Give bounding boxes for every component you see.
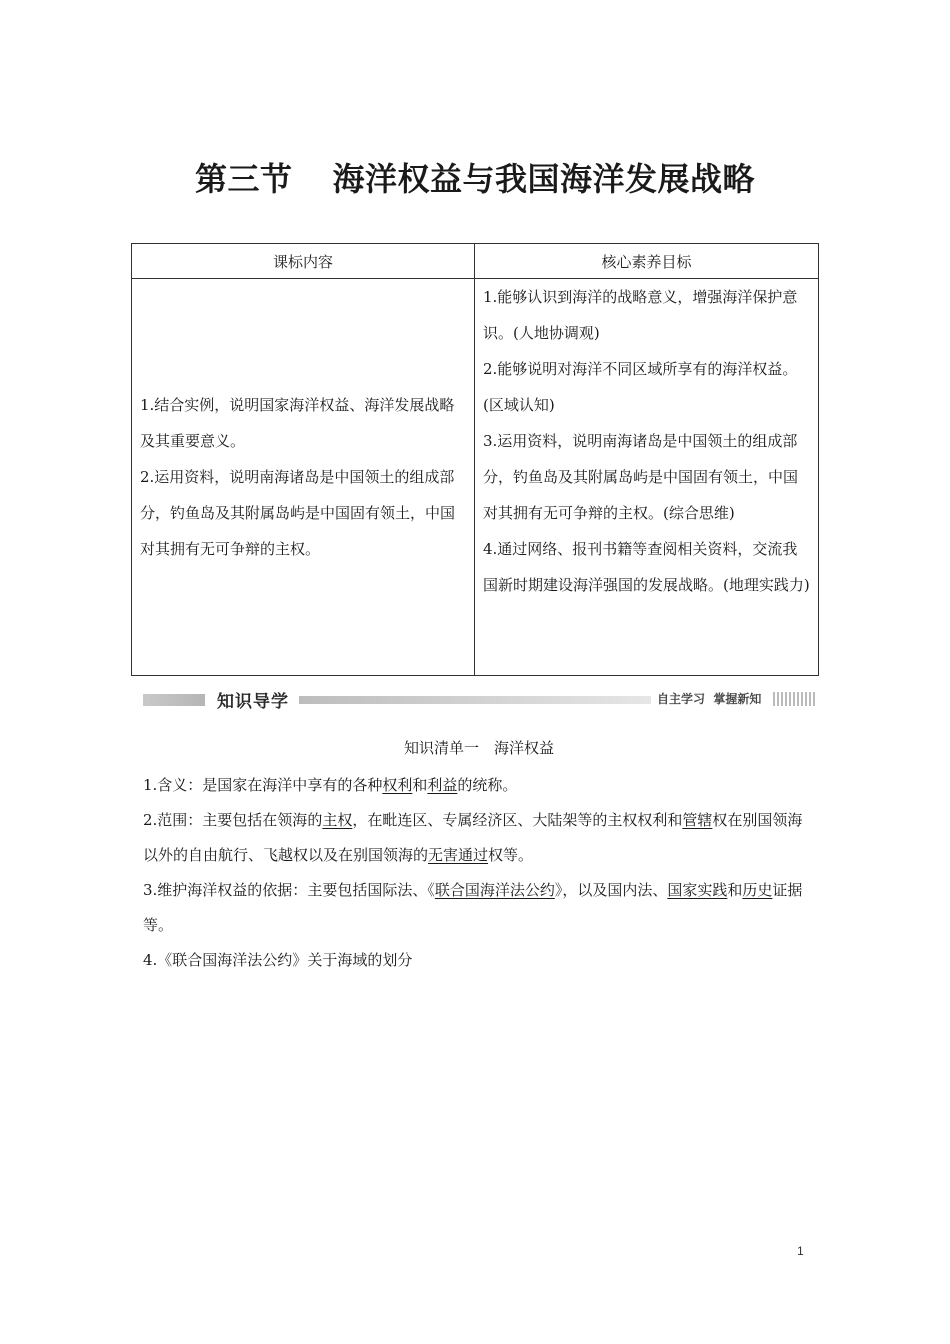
banner-left-bar [143,694,205,706]
banner-stripes [773,692,815,706]
literacy-item: 4.通过网络、报刊书籍等查阅相关资料，交流我国新时期建设海洋强国的发展战略。(地理实践力) [483,540,810,594]
banner-sub2: 掌握新知 [713,692,762,706]
objectives-table [131,243,819,676]
blank-answer: 主权 [322,811,353,829]
section-heading: 知识清单一 海洋权益 [403,739,554,757]
title-text: 海洋权益与我国海洋发展战略 [332,160,756,198]
banner-label: 知识导学 [217,692,289,712]
paragraph-basis: 3.维护海洋权益的依据：主要包括国际法、《联合国海洋法公约》，以及国内法、国家实践和历史证据等。 [143,881,803,934]
table-header-literacy: 核心素养目标 [475,244,819,279]
literacy-item: 3.运用资料，说明南海诸岛是中国领土的组成部分，钓鱼岛及其附属岛屿是中国固有领土，中国对其拥有无可争辩的主权。(综合思维) [483,432,799,522]
curriculum-item: 1.结合实例，说明国家海洋权益、海洋发展战略及其重要意义。 [140,396,455,450]
banner-subtitle [657,690,761,707]
blank-answer: 权利 [382,776,413,794]
paragraph-division: 4.《联合国海洋法公约》关于海域的划分 [143,951,413,969]
blank-answer: 联合国海洋法公约 [434,881,555,899]
literacy-item: 1.能够认识到海洋的战略意义，增强海洋保护意识。(人地协调观) [483,288,798,342]
blank-answer: 利益 [427,776,458,794]
banner-sub1: 自主学习 [657,692,706,706]
banner-gradient-bar [299,696,651,704]
blank-answer: 管辖 [682,811,713,829]
title-section-number: 第三节 [194,160,293,198]
page-title [0,154,950,200]
table-header-curriculum: 课标内容 [132,244,475,279]
literacy-item: 2.能够说明对海洋不同区域所享有的海洋权益。(区域认知) [483,360,798,414]
knowledge-section [143,734,815,978]
literacy-cell [475,279,819,676]
curriculum-item: 2.运用资料，说明南海诸岛是中国领土的组成部分，钓鱼岛及其附属岛屿是中国固有领土，中国对其拥有无可争辩的主权。 [140,468,456,558]
paragraph-scope: 2.范围：主要包括在领海的主权，在毗连区、专属经济区、大陆架等的主权权利和管辖权在别国领海以外的自由航行、飞越权以及在别国领海的无害通过权等。 [143,811,803,864]
paragraph-definition: 1.含义：是国家在海洋中享有的各种权利和利益的统称。 [143,776,518,794]
curriculum-cell [132,279,475,676]
blank-answer: 国家实践 [667,881,728,899]
page-number: 1 [797,1244,804,1258]
knowledge-banner [143,688,815,710]
blank-answer: 历史 [742,881,773,899]
blank-answer: 无害通过 [428,846,489,864]
